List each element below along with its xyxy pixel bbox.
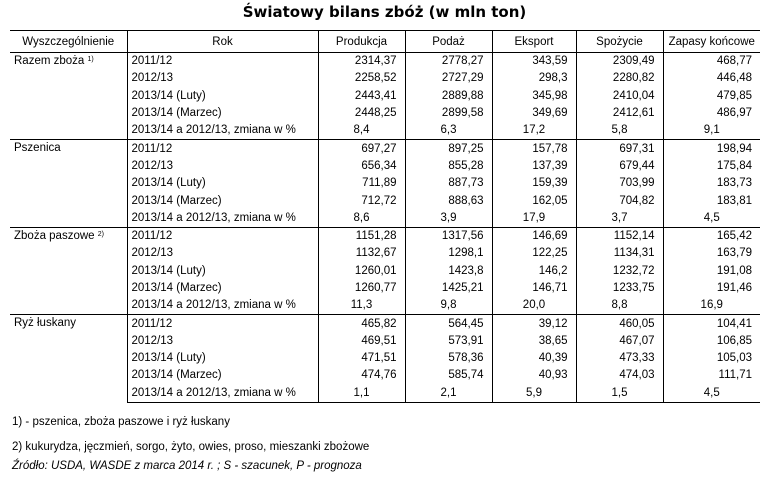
value-cell: 564,45: [405, 315, 492, 333]
value-cell: 105,03: [663, 350, 760, 367]
footnote-2: 2) kukurydza, jęczmień, sorgo, żyto, owies, proso, mieszanki zbożowe: [12, 441, 370, 453]
year-cell: 2013/14 a 2012/13, zmiana w %: [127, 122, 318, 140]
value-cell: 855,28: [405, 158, 492, 175]
value-cell: 11,3: [318, 297, 405, 315]
value-cell: 474,03: [576, 367, 663, 384]
value-cell: 2258,52: [318, 70, 405, 87]
category-label: Ryż łuskany: [14, 317, 76, 330]
value-cell: 1,5: [576, 385, 663, 403]
value-cell: 446,48: [663, 70, 760, 87]
value-cell: 17,9: [492, 210, 576, 228]
value-cell: 1152,14: [576, 227, 663, 245]
header-cell: Podaż: [405, 31, 492, 53]
year-cell: 2013/14 (Marzec): [127, 367, 318, 384]
value-cell: 467,07: [576, 333, 663, 350]
header-cell: Wyszczególnienie: [10, 31, 127, 53]
table-title: Światowy bilans zbóż (w mln ton): [242, 3, 527, 21]
table-row: [10, 140, 760, 158]
value-cell: 39,12: [492, 315, 576, 333]
value-cell: 137,39: [492, 158, 576, 175]
value-cell: 9,1: [663, 122, 760, 140]
year-cell: 2011/12: [127, 227, 318, 245]
source-note: Źródło: USDA, WASDE z marca 2014 r. ; S - szacunek, P - prognoza: [12, 460, 362, 472]
value-cell: 697,27: [318, 140, 405, 158]
value-cell: 697,31: [576, 140, 663, 158]
value-cell: 573,91: [405, 333, 492, 350]
table-row: [10, 227, 760, 245]
value-cell: 578,36: [405, 350, 492, 367]
footnote-marker: 1): [87, 56, 94, 63]
value-cell: 2889,88: [405, 88, 492, 105]
value-cell: 104,41: [663, 315, 760, 333]
value-cell: 1260,77: [318, 280, 405, 297]
grain-balance-table: [10, 30, 760, 403]
value-cell: 1233,75: [576, 280, 663, 297]
table-row: [10, 315, 760, 333]
value-cell: 2727,29: [405, 70, 492, 87]
table-row: [10, 53, 760, 71]
value-cell: 897,25: [405, 140, 492, 158]
value-cell: 704,82: [576, 192, 663, 209]
value-cell: 9,8: [405, 297, 492, 315]
value-cell: 585,74: [405, 367, 492, 384]
year-cell: 2011/12: [127, 53, 318, 71]
value-cell: 465,82: [318, 315, 405, 333]
value-cell: 656,34: [318, 158, 405, 175]
value-cell: 1298,1: [405, 245, 492, 262]
value-cell: 468,77: [663, 53, 760, 71]
value-cell: 471,51: [318, 350, 405, 367]
value-cell: 16,9: [663, 297, 760, 315]
value-cell: 2314,37: [318, 53, 405, 71]
footnote-marker: 2): [97, 230, 104, 238]
year-cell: 2013/14 a 2012/13, zmiana w %: [127, 210, 318, 228]
value-cell: 183,73: [663, 175, 760, 192]
value-cell: 486,97: [663, 105, 760, 122]
value-cell: 1232,72: [576, 263, 663, 280]
header-cell: Spożycie: [576, 31, 663, 53]
year-cell: 2013/14 a 2012/13, zmiana w %: [127, 297, 318, 315]
value-cell: 1260,01: [318, 263, 405, 280]
value-cell: 343,59: [492, 53, 576, 71]
year-cell: 2011/12: [127, 140, 318, 158]
category-label: Pszenica: [14, 142, 61, 155]
value-cell: 2,1: [405, 385, 492, 403]
year-cell: 2013/14 (Marzec): [127, 280, 318, 297]
year-cell: 2012/13: [127, 70, 318, 87]
year-cell: 2013/14 (Luty): [127, 175, 318, 192]
value-cell: 38,65: [492, 333, 576, 350]
value-cell: 183,81: [663, 192, 760, 209]
value-cell: 20,0: [492, 297, 576, 315]
value-cell: 2448,25: [318, 105, 405, 122]
value-cell: 146,2: [492, 263, 576, 280]
year-cell: 2013/14 (Luty): [127, 263, 318, 280]
value-cell: 191,08: [663, 263, 760, 280]
value-cell: 146,69: [492, 227, 576, 245]
value-cell: 159,39: [492, 175, 576, 192]
value-cell: 711,89: [318, 175, 405, 192]
value-cell: 8,8: [576, 297, 663, 315]
value-cell: 163,79: [663, 245, 760, 262]
value-cell: 479,85: [663, 88, 760, 105]
value-cell: 175,84: [663, 158, 760, 175]
value-cell: 40,93: [492, 367, 576, 384]
value-cell: 474,76: [318, 367, 405, 384]
value-cell: 3,7: [576, 210, 663, 228]
value-cell: 1134,31: [576, 245, 663, 262]
value-cell: 157,78: [492, 140, 576, 158]
value-cell: 4,5: [663, 210, 760, 228]
category-cell: [10, 315, 127, 402]
year-cell: 2013/14 (Luty): [127, 88, 318, 105]
value-cell: 2899,58: [405, 105, 492, 122]
value-cell: 2309,49: [576, 53, 663, 71]
value-cell: 1317,56: [405, 227, 492, 245]
value-cell: 146,71: [492, 280, 576, 297]
year-cell: 2013/14 (Luty): [127, 350, 318, 367]
value-cell: 888,63: [405, 192, 492, 209]
header-cell: Rok: [127, 31, 318, 53]
value-cell: 111,71: [663, 367, 760, 384]
header-cell: Produkcja: [318, 31, 405, 53]
value-cell: 165,42: [663, 227, 760, 245]
value-cell: 6,3: [405, 122, 492, 140]
year-cell: 2012/13: [127, 158, 318, 175]
value-cell: 1423,8: [405, 263, 492, 280]
header-cell: Zapasy końcowe: [663, 31, 760, 53]
value-cell: 40,39: [492, 350, 576, 367]
value-cell: 1425,21: [405, 280, 492, 297]
value-cell: 1151,28: [318, 227, 405, 245]
value-cell: 473,33: [576, 350, 663, 367]
value-cell: 4,5: [663, 385, 760, 403]
table-body: [10, 53, 760, 403]
year-cell: 2013/14 (Marzec): [127, 105, 318, 122]
value-cell: 2443,41: [318, 88, 405, 105]
value-cell: 2280,82: [576, 70, 663, 87]
value-cell: 298,3: [492, 70, 576, 87]
category-label: Razem zboża: [14, 55, 85, 67]
value-cell: 887,73: [405, 175, 492, 192]
value-cell: 5,8: [576, 122, 663, 140]
value-cell: 679,44: [576, 158, 663, 175]
value-cell: 17,2: [492, 122, 576, 140]
value-cell: 349,69: [492, 105, 576, 122]
value-cell: 345,98: [492, 88, 576, 105]
value-cell: 703,99: [576, 175, 663, 192]
value-cell: 5,9: [492, 385, 576, 403]
value-cell: 198,94: [663, 140, 760, 158]
footnote-1: 1) - pszenica, zboża paszowe i ryż łuskany: [12, 416, 230, 428]
year-cell: 2013/14 a 2012/13, zmiana w %: [127, 385, 318, 403]
value-cell: 712,72: [318, 192, 405, 209]
category-cell: [10, 53, 127, 140]
header-row: [10, 31, 760, 53]
header-cell: Eksport: [492, 31, 576, 53]
value-cell: 106,85: [663, 333, 760, 350]
year-cell: 2012/13: [127, 333, 318, 350]
value-cell: 191,46: [663, 280, 760, 297]
value-cell: 3,9: [405, 210, 492, 228]
value-cell: 8,6: [318, 210, 405, 228]
year-cell: 2013/14 (Marzec): [127, 192, 318, 209]
value-cell: 162,05: [492, 192, 576, 209]
category-label: Zboża paszowe: [14, 229, 95, 242]
category-cell: [10, 140, 127, 227]
value-cell: 460,05: [576, 315, 663, 333]
value-cell: 122,25: [492, 245, 576, 262]
value-cell: 469,51: [318, 333, 405, 350]
value-cell: 2412,61: [576, 105, 663, 122]
year-cell: 2011/12: [127, 315, 318, 333]
category-cell: [10, 227, 127, 314]
value-cell: 2410,04: [576, 88, 663, 105]
value-cell: 1132,67: [318, 245, 405, 262]
value-cell: 8,4: [318, 122, 405, 140]
value-cell: 2778,27: [405, 53, 492, 71]
value-cell: 1,1: [318, 385, 405, 403]
year-cell: 2012/13: [127, 245, 318, 262]
